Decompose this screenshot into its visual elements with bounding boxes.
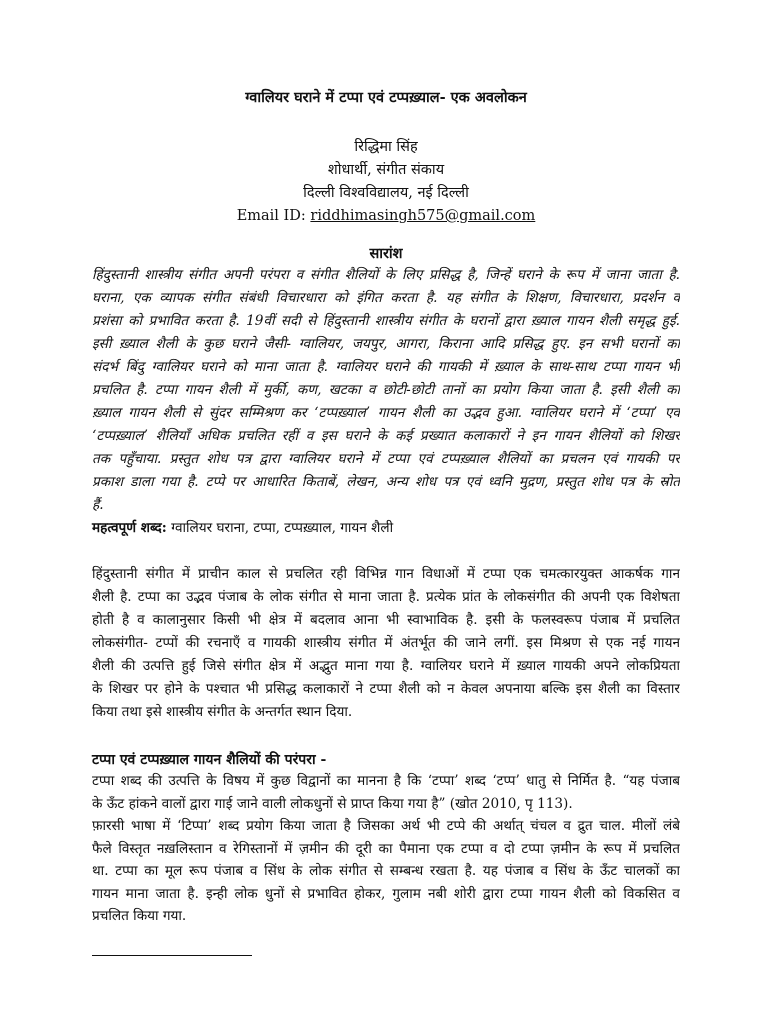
email-link[interactable]: riddhimasingh575@gmail.com bbox=[310, 208, 536, 224]
author-role: शोधार्थी, संगीत संकाय bbox=[327, 162, 445, 178]
paper-title: ग्वालियर घराने में टप्पा एवं टप्पख़्याल- एक अवलोकन bbox=[245, 89, 527, 106]
abstract-line: प्रकाश डाला गया है. टप्पे पर आधारित किताबें, लेखन, अन्य शोध पत्र एवं ध्वनि मुद्रण, प्रस्तुत शोध पत्र के स्रोत bbox=[92, 474, 680, 490]
abstract-heading: सारांश bbox=[369, 245, 403, 262]
body-line: गायन माना जाता है. इन्ही लोक धुनों से प्रभावित होकर, गुलाम नबी शोरी द्वारा टप्पा गायन शैली को विकसित व bbox=[92, 885, 680, 902]
body-line: फैले विस्तृत नख़लिस्तान व रेगिस्तानों में ज़मीन की दूरी का पैमाना एक टप्पा व दो टप्पा ज़मीन के रूप में प्रचलित bbox=[92, 840, 680, 857]
body-line: किया तथा इसे शास्त्रीय संगीत के अन्तर्गत स्थान दिया. bbox=[92, 704, 353, 720]
body-line: फ़ारसी भाषा में ‘टिप्पा’ शब्द प्रयोग किया जाता है जिसका अर्थ भी टप्पे की अर्थात् चंचल व द्रुत चाल. मीलों लंबे bbox=[92, 818, 680, 834]
abstract-line: इसी ख़्याल शैली के कुछ घराने जैसी- ग्वालियर, जयपुर, आगरा, किराना आदि प्रसिद्ध हुए. इन सभी घरानों का bbox=[92, 336, 680, 352]
author-name: रिद्धिमा सिंह bbox=[354, 139, 418, 155]
section-heading: टप्पा एवं टप्पख़्याल गायन शैलियों की परंपरा - bbox=[92, 752, 327, 768]
abstract-line: हैं. bbox=[92, 497, 104, 513]
keywords-label: महत्वपूर्ण शब्द: bbox=[92, 520, 167, 536]
body-line: होती है व कालानुसार किसी भी क्षेत्र में बदलाव आना भी स्वाभाविक है. इसी के फलस्वरूप पंजाब में प्रचलित bbox=[92, 612, 680, 628]
keywords bbox=[92, 517, 680, 539]
abstract-line: हिंदुस्तानी शास्त्रीय संगीत अपनी परंपरा व संगीत शैलियों के लिए प्रसिद्ध है, जिन्हें घराने के रूप में जाना जाता है. bbox=[92, 267, 680, 283]
body-line: टप्पा शब्द की उत्पत्ति के विषय में कुछ विद्वानों का मानना है कि ‘टप्पा’ शब्द ‘टप्प’ धातु से निर्मित है. “यह पंजाब bbox=[92, 773, 680, 789]
keywords-text: ग्वालियर घराना, टप्पा, टप्पख़्याल, गायन शैली bbox=[166, 520, 394, 536]
abstract-line: तक पहुँचाया. प्रस्तुत शोध पत्र द्वारा ग्वालियर घराने में टप्पा एवं टप्पख़्याल शैलियों का प्रचलन एवं गायकी पर bbox=[92, 451, 680, 467]
body-line: शैली है. टप्पा का उद्भव पंजाब के लोक संगीत से माना जाता है. प्रत्येक प्रांत के लोकसंगीत की अपनी एक विशेषता bbox=[92, 589, 680, 605]
body-line: था. टप्पा का मूल रूप पंजाब व सिंध के लोक संगीत से सम्बन्ध रखता है. यह पंजाब व सिंध के ऊँट चालकों का bbox=[92, 863, 680, 879]
author-block bbox=[92, 136, 680, 228]
body-line: के शिखर पर होने के पश्चात भी प्रसिद्ध कलाकारों ने टप्पा शैली को न केवल अपनाया बल्कि इस शैली का विस्तार bbox=[92, 681, 680, 697]
email-label: Email ID: bbox=[236, 208, 311, 224]
body-line: प्रचलित किया गया. bbox=[92, 908, 187, 924]
body-line: हिंदुस्तानी संगीत में प्राचीन काल से प्रचलित रही विभिन्न गान विधाओं में टप्पा एक चमत्कारयुक्त आकर्षक गान bbox=[92, 566, 680, 582]
abstract-body bbox=[92, 264, 680, 517]
abstract-line: ‘टप्पख़्याल’ शैलियाँ अधिक प्रचलित रहीं व इस घराने के कई प्रख्यात कलाकारों ने इन गायन शैलियों को शिखर bbox=[92, 428, 680, 444]
abstract-line: ख़्याल गायन शैली से सुंदर सम्मिश्रण कर ‘टप्पख़्याल’ गायन शैली का उद्भव हुआ. ग्वालियर घराने में ‘टप्पा’ एवं bbox=[92, 405, 680, 421]
author-email-line bbox=[92, 205, 680, 228]
section-paragraph bbox=[92, 770, 680, 928]
abstract-line: प्रशंसा को प्रभावित करता है. 19वीं सदी से हिंदुस्तानी शास्त्रीय संगीत के घरानों द्वारा ख़्याल गायन शैली समृद्ध हुई. bbox=[92, 313, 680, 329]
body-line: शैली की उत्पत्ति हुई जिसे संगीत क्षेत्र में अद्भुत माना गया है. ग्वालियर घराने में ख़्याल गायकी अपने लोकप्रियता bbox=[92, 658, 680, 674]
abstract-line: प्रचलित है. टप्पा गायन शैली में मुर्की, कण, खटका व छोटी-छोटी तानों का प्रयोग किया जाता है. इसी शैली का bbox=[92, 382, 680, 398]
author-affiliation: दिल्ली विश्वविद्यालय, नई दिल्ली bbox=[303, 185, 469, 201]
intro-paragraph bbox=[92, 563, 680, 724]
body-line: लोकसंगीत- टप्पों की रचनाएँ व गायकी शास्त्रीय संगीत में अंतर्भूत की जाने लगीं. इस मिश्रण से एक नई गायन bbox=[92, 635, 680, 651]
paper-page bbox=[92, 88, 680, 928]
abstract-line: संदर्भ बिंदु ग्वालियर घराने को माना जाता है. ग्वालियर घराने की गायकी में ख़्याल के साथ-साथ टप्पा गायन भी bbox=[92, 359, 680, 375]
abstract-line: घराना, एक व्यापक संगीत संबंधी विचारधारा को इंगित करता है. यह संगीत के शिक्षण, विचारधारा, प्रदर्शन व bbox=[92, 290, 680, 306]
body-line: के ऊँट हांकने वालों द्वारा गाई जाने वाली लोकधुनों से प्राप्त किया गया है” (खोत 2010, पृ 113). bbox=[92, 795, 573, 812]
footnote-separator bbox=[92, 955, 252, 956]
